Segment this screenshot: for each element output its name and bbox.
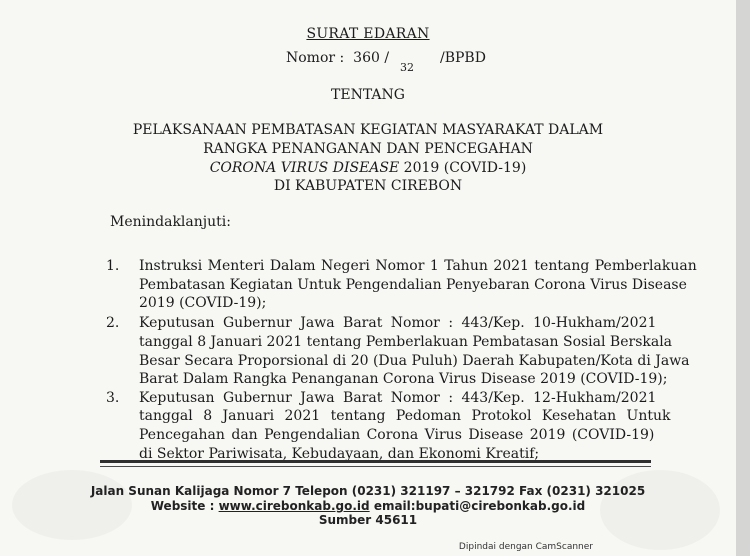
footer-divider-thin (100, 466, 651, 467)
document-number: 32 (400, 61, 414, 74)
list-item-line: tanggal 8 Januari 2021 tentang Pedoman Protokol Kesehatan Untuk (139, 408, 671, 424)
list-item-line: Keputusan Gubernur Jawa Barat Nomor : 443/Kep. 12-Hukham/2021 (139, 390, 657, 406)
document-number-suffix: /BPBD (440, 50, 486, 66)
list-item-number: 3. (106, 390, 120, 406)
footer-contact (0, 499, 736, 513)
list-item-line: Pencegahan dan Pengendalian Corona Virus Disease 2019 (COVID-19) (139, 427, 655, 443)
list-item-line: Besar Secara Proporsional di 20 (Dua Puluh) Daerah Kabupaten/Kota di Jawa (139, 353, 690, 369)
footer-city: Sumber 45611 (318, 513, 418, 527)
list-item-line: Instruksi Menteri Dalam Negeri Nomor 1 Tahun 2021 tentang Pemberlakuan (139, 258, 697, 274)
list-item-number: 2. (106, 315, 120, 331)
footer-email: email:bupati@cirebonkab.go.id (373, 499, 586, 513)
subject-line-3-italic: CORONA VIRUS DISEASE (209, 160, 400, 176)
list-item-line (139, 277, 687, 293)
footer-address: Jalan Sunan Kalijaga Nomor 7 Telepon (0231) 321197 – 321792 Fax (0231) 321025 (90, 484, 646, 498)
subject-line-1: PELAKSANAAN PEMBATASAN KEGIATAN MASYARAKAT DALAM (132, 122, 604, 138)
document-title-text: SURAT EDARAN (306, 26, 430, 42)
list-item-line-text: Pembatasan Kegiatan Untuk Pengendalian Penyebaran Corona Virus Disease (139, 277, 687, 293)
list-item-line: tanggal 8 Januari 2021 tentang Pemberlakuan Pembatasan Sosial Berskala (139, 334, 673, 350)
footer-divider-thick (100, 460, 651, 463)
list-item-line: 2019 (COVID-19); (139, 295, 267, 311)
document-title (0, 26, 736, 42)
page-edge (736, 0, 750, 556)
intro-label: Menindaklanjuti: (110, 214, 231, 230)
footer-website-label: Website : (150, 499, 215, 513)
footer-website-link[interactable]: www.cirebonkab.go.id (218, 499, 370, 513)
subject-line-2: RANGKA PENANGANAN DAN PENCEGAHAN (203, 141, 533, 157)
nomor-value-text: 360 / (353, 50, 390, 66)
list-item-line: Keputusan Gubernur Jawa Barat Nomor : 443/Kep. 10-Hukham/2021 (139, 315, 657, 331)
subject-line-3 (0, 160, 736, 176)
subject-line-4: DI KABUPATEN CIREBON (273, 178, 463, 194)
scanner-watermark: Dipindai dengan CamScanner (458, 542, 593, 552)
nomor-label-text: Nomor : (286, 50, 345, 66)
document-number-label (286, 50, 389, 66)
tentang-heading: TENTANG (331, 87, 405, 103)
list-item-number: 1. (106, 258, 120, 274)
list-item-line: Barat Dalam Rangka Penanganan Corona Virus Disease 2019 (COVID-19); (139, 371, 668, 387)
list-item-line: di Sektor Pariwisata, Kebudayaan, dan Ekonomi Kreatif; (139, 446, 540, 462)
subject-line-3-rest: 2019 (COVID-19) (403, 160, 527, 176)
